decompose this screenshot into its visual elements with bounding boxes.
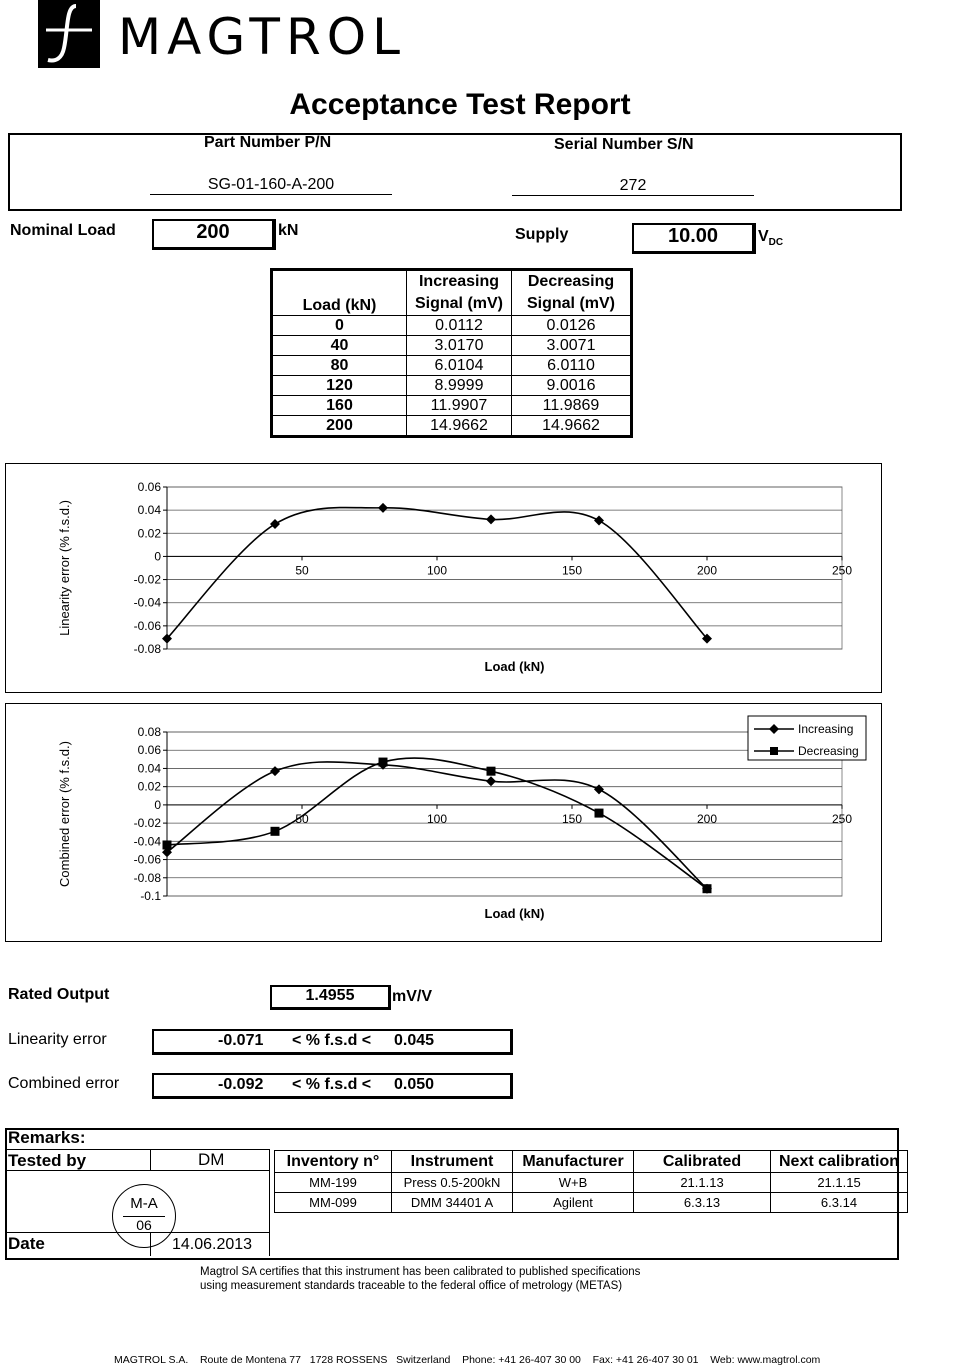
nominal-load-value: 200 [152, 219, 276, 250]
y-axis-label: Linearity error (% f.s.d.) [57, 500, 72, 636]
row-dec-signal: 9.0016 [512, 376, 631, 396]
y-tick-label: 0.08 [137, 725, 161, 739]
x-axis-label: Load (kN) [484, 659, 545, 674]
y-tick-label: -0.02 [133, 572, 161, 587]
y-tick-label: 0.06 [137, 743, 161, 758]
table-row [273, 396, 631, 416]
y-axis-label: Combined error (% f.s.d.) [57, 741, 72, 887]
date-label: Date [8, 1234, 45, 1253]
table-row [273, 336, 631, 356]
part-number-label: Part Number P/N [204, 134, 332, 151]
table-row [273, 416, 631, 436]
inventory-cell: 6.3.14 [771, 1193, 908, 1213]
plot-area [167, 487, 842, 649]
inventory-header-cell: Manufacturer [513, 1151, 634, 1173]
row-load: 0 [273, 316, 407, 336]
linearity-error-high: 0.045 [394, 1032, 435, 1049]
table-row [273, 356, 631, 376]
serial-number-label: Serial Number S/N [554, 136, 694, 153]
combined-chart [5, 703, 882, 942]
inventory-cell: W+B [513, 1173, 634, 1193]
certification-line-1: Magtrol SA certifies that this instrument has been calibrated to published specifications [200, 1266, 641, 1278]
stamp-number: 06 [136, 1217, 152, 1233]
inspection-stamp [112, 1184, 176, 1248]
footer [114, 1354, 820, 1366]
footer-address: Route de Montena 77 [199, 1354, 301, 1366]
row-dec-signal: 3.0071 [512, 336, 631, 356]
row-inc-signal: 11.9907 [407, 396, 512, 416]
part-number-value: SG-01-160-A-200 [150, 176, 392, 195]
nominal-load-unit: kN [278, 222, 299, 239]
serial-number-value: 272 [512, 177, 754, 196]
y-tick-label: -0.04 [133, 595, 161, 610]
inventory-row [275, 1173, 908, 1193]
inventory-cell: MM-099 [275, 1193, 392, 1213]
data-point-diamond [270, 766, 280, 776]
inventory-cell: DMM 34401 A [392, 1193, 513, 1213]
inventory-header-cell: Calibrated [634, 1151, 771, 1173]
date-value: 14.06.2013 [172, 1236, 253, 1253]
data-point-diamond [486, 514, 496, 524]
supply-value: 10.00 [632, 223, 756, 254]
inventory-cell: 21.1.15 [771, 1173, 908, 1193]
y-tick-label: 0.04 [137, 761, 161, 776]
x-tick-label: 150 [561, 563, 583, 578]
col-inc-header-2: Signal (mV) [407, 293, 512, 316]
data-point-diamond [594, 516, 604, 526]
x-tick-label: 200 [696, 563, 718, 578]
y-tick-label: 0.02 [137, 779, 161, 794]
data-point-square [703, 884, 712, 893]
inventory-cell: 6.3.13 [634, 1193, 771, 1213]
y-tick-label: 0 [154, 549, 161, 564]
supply-label: Supply [515, 226, 569, 243]
logo-text: MAGTROL [118, 8, 406, 66]
footer-web: Web: www.magtrol.com [710, 1354, 821, 1366]
tester-name: DM [198, 1150, 225, 1169]
row-load: 200 [273, 416, 407, 436]
row-inc-signal: 0.0112 [407, 316, 512, 336]
data-point-diamond [270, 519, 280, 529]
rated-output-value: 1.4955 [270, 985, 391, 1010]
row-load: 160 [273, 396, 407, 416]
legend-marker-square [770, 747, 778, 755]
inventory-cell: Agilent [513, 1193, 634, 1213]
col-dec-header-2: Signal (mV) [512, 293, 631, 316]
data-point-square [379, 758, 388, 767]
plot-area [167, 732, 842, 896]
data-point-square [595, 809, 604, 818]
x-tick-label: 50 [295, 811, 309, 826]
inventory-header-cell: Next calibration [771, 1151, 908, 1173]
y-tick-label: 0.02 [137, 526, 161, 541]
page-title: Acceptance Test Report [289, 88, 631, 121]
footer-phone: Phone: +41 26-407 30 00 [462, 1354, 581, 1366]
inventory-header-cell: Inventory n° [275, 1151, 392, 1173]
rated-output-label: Rated Output [8, 986, 110, 1003]
y-tick-label: -0.06 [133, 618, 161, 633]
combined-error-box [152, 1073, 513, 1099]
inventory-cell: MM-199 [275, 1173, 392, 1193]
x-tick-label: 50 [295, 563, 309, 578]
footer-fax: Fax: +41 26-407 30 01 [592, 1354, 699, 1366]
linearity-chart-svg [6, 464, 881, 692]
data-point-square [487, 767, 496, 776]
row-dec-signal: 14.9662 [512, 416, 631, 436]
table-row [273, 376, 631, 396]
y-tick-label: -0.04 [133, 834, 161, 849]
row-inc-signal: 14.9662 [407, 416, 512, 436]
rated-output-unit: mV/V [392, 988, 433, 1005]
inventory-cell: Press 0.5-200kN [392, 1173, 513, 1193]
tested-by-label: Tested by [8, 1151, 87, 1170]
row-dec-signal: 11.9869 [512, 396, 631, 416]
linearity-chart [5, 463, 882, 693]
x-tick-label: 250 [831, 563, 853, 578]
row-inc-signal: 3.0170 [407, 336, 512, 356]
col-dec-header-1: Decreasing [512, 271, 631, 294]
row-dec-signal: 0.0126 [512, 316, 631, 336]
data-point-diamond [594, 784, 604, 794]
supply-unit: $V_{DC}$ [758, 228, 784, 249]
y-tick-label: 0.04 [137, 503, 161, 518]
tested-by-underline [5, 1170, 270, 1171]
col-inc-header-1: Increasing [407, 271, 512, 294]
combined-error-low: -0.092 [218, 1076, 264, 1093]
x-tick-label: 100 [426, 811, 448, 826]
certification-text [200, 1265, 640, 1293]
legend-label: Decreasing [798, 744, 859, 758]
y-tick-label: -0.02 [133, 816, 161, 831]
x-tick-label: 100 [426, 563, 448, 578]
x-axis-label: Load (kN) [484, 906, 545, 921]
data-point-diamond [378, 503, 388, 513]
inventory-table [274, 1150, 908, 1213]
y-tick-label: -0.1 [140, 889, 161, 903]
inventory-header-cell: Instrument [392, 1151, 513, 1173]
data-point-square [163, 840, 172, 849]
x-tick-label: 250 [831, 811, 853, 826]
row-inc-signal: 8.9999 [407, 376, 512, 396]
x-tick-label: 150 [561, 811, 583, 826]
linearity-error-low: -0.071 [218, 1032, 264, 1049]
y-tick-label: 0.06 [137, 480, 161, 494]
linearity-error-range: < % f.s.d < [292, 1032, 372, 1049]
data-point-diamond [486, 776, 496, 786]
linearity-error-box [152, 1029, 513, 1055]
x-tick-label: 200 [696, 811, 718, 826]
combined-chart-svg [6, 704, 881, 941]
data-point-square [271, 827, 280, 836]
legend-label: Increasing [798, 722, 854, 736]
inventory-row [275, 1193, 908, 1213]
row-inc-signal: 6.0104 [407, 356, 512, 376]
combined-error-range: < % f.s.d < [292, 1076, 372, 1093]
footer-city: 1728 ROSSENS [309, 1354, 388, 1366]
inventory-cell: 21.1.13 [634, 1173, 771, 1193]
row-load: 80 [273, 356, 407, 376]
nominal-load-label: Nominal Load [10, 222, 116, 239]
row-load: 40 [273, 336, 407, 356]
combined-error-high: 0.050 [394, 1076, 435, 1093]
footer-company: MAGTROL S.A. [114, 1354, 189, 1366]
signal-table [270, 268, 633, 438]
combined-error-label: Combined error [8, 1075, 120, 1092]
left-section-divider [269, 1149, 270, 1256]
logo-mark [38, 0, 100, 68]
tested-by-divider [150, 1149, 151, 1170]
part-number-box [8, 133, 902, 211]
remarks-label: Remarks: [8, 1128, 86, 1147]
y-tick-label: -0.08 [133, 870, 161, 885]
y-tick-label: -0.06 [133, 852, 161, 867]
table-row [273, 316, 631, 336]
stamp-text: M-A [130, 1195, 158, 1212]
col-load-header: Load (kN) [273, 271, 407, 316]
linearity-error-label: Linearity error [8, 1031, 107, 1048]
y-tick-label: -0.08 [133, 642, 161, 656]
footer-country: Switzerland [396, 1354, 451, 1366]
certification-line-2: using measurement standards traceable to the federal office of metrology (METAS) [200, 1280, 623, 1292]
y-tick-label: 0 [154, 797, 161, 812]
remarks-divider [5, 1149, 270, 1150]
row-load: 120 [273, 376, 407, 396]
row-dec-signal: 6.0110 [512, 356, 631, 376]
